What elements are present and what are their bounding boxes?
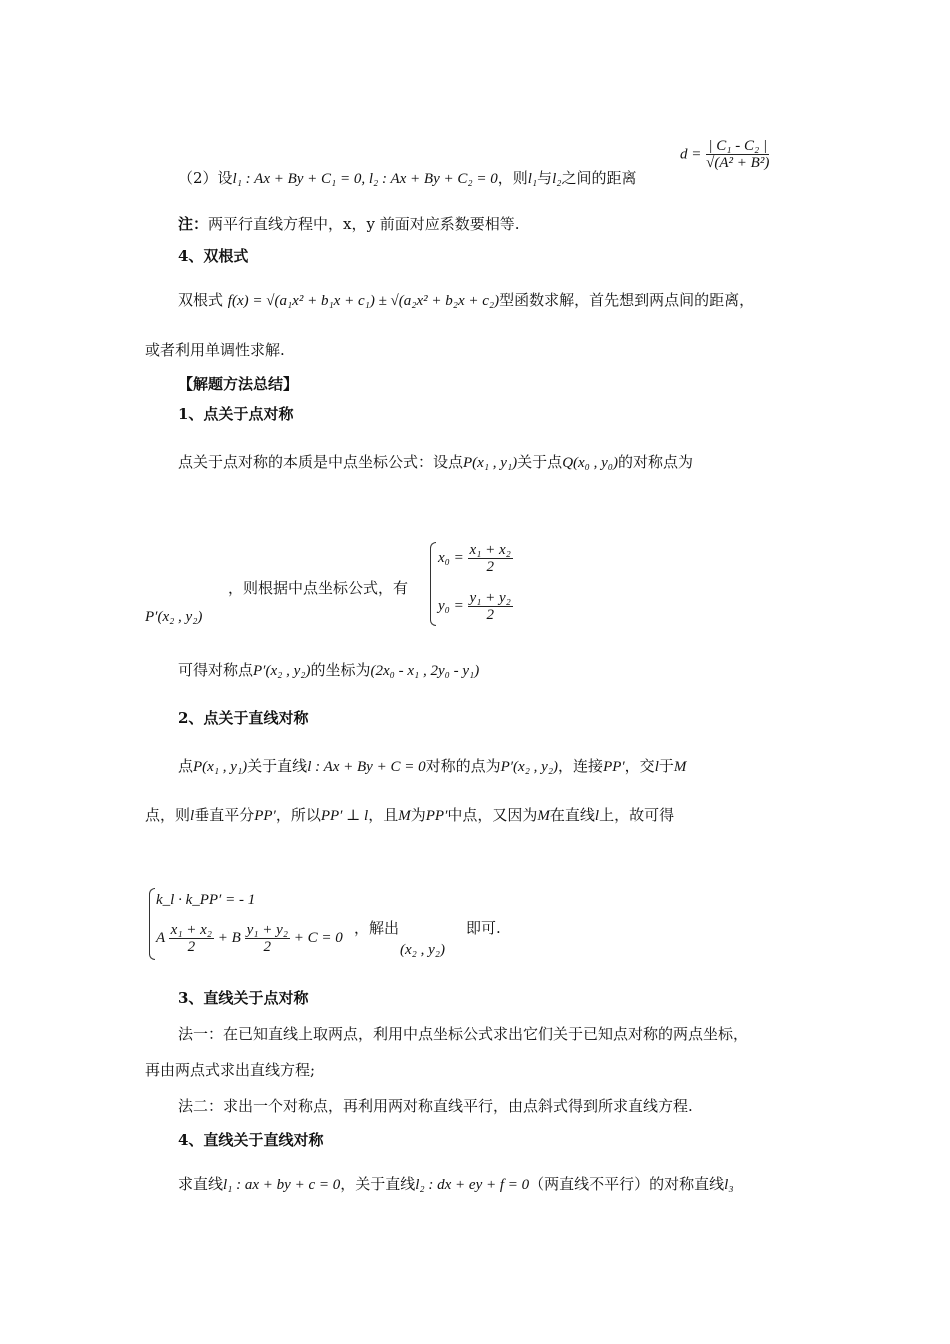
line-l-equation: l : Ax + By + C = 0 bbox=[307, 759, 426, 775]
point-p-prime bbox=[145, 606, 202, 627]
point-q: Q(x₀ , y₀) bbox=[562, 455, 619, 471]
point-m: M bbox=[673, 759, 687, 775]
numerator: x₁ + x₂ bbox=[469, 542, 511, 558]
denominator: 2 bbox=[486, 559, 494, 575]
point-m: M bbox=[537, 808, 550, 824]
denominator: 2 bbox=[263, 939, 272, 955]
text: 可得对称点 bbox=[178, 661, 254, 679]
p-prime: P′(x₂ , y₂) bbox=[500, 759, 559, 775]
point-line-para-1 bbox=[178, 756, 686, 777]
numerator: y₁ + y₂ bbox=[469, 590, 511, 606]
segment-pp: PP′ bbox=[254, 808, 276, 824]
text: 双根式 bbox=[178, 291, 224, 309]
text: （两直线不平行）的对称直线 bbox=[529, 1175, 725, 1193]
l1-symbol: l₁ bbox=[527, 171, 538, 187]
x0-fraction bbox=[468, 542, 513, 575]
perpendicular-relation: PP′ ⊥ l bbox=[320, 808, 369, 824]
text: 之间的距离 bbox=[561, 169, 637, 187]
text: 中点，又因为 bbox=[447, 806, 538, 824]
system-brace bbox=[149, 888, 155, 960]
coef-a: A bbox=[156, 929, 165, 946]
distance-formula bbox=[680, 138, 769, 171]
note-text: 两平行直线方程中，x，y 前面对应系数要相等. bbox=[208, 215, 520, 233]
slope-equation: k_l · k_PP′ = - 1 bbox=[156, 892, 256, 908]
text: 型函数求解，首先想到两点间的距离， bbox=[499, 291, 755, 309]
numerator: x₁ + x₂ bbox=[170, 922, 213, 938]
y-fraction bbox=[245, 922, 290, 955]
text: 对称的点为 bbox=[425, 757, 501, 775]
method-two: 法二：求出一个对称点，再利用两对称直线平行，由点斜式得到所求直线方程. bbox=[178, 1097, 693, 1115]
point-m: M bbox=[398, 808, 411, 824]
point-line-para-2 bbox=[145, 805, 674, 826]
point-p: P(x₁ , y₁) bbox=[193, 759, 248, 775]
heading-point-line: 2、点关于直线对称 bbox=[178, 709, 309, 727]
distance-line bbox=[178, 168, 637, 189]
text: ，连接 bbox=[558, 757, 604, 775]
text: 求直线 bbox=[178, 1175, 224, 1193]
note-label: 注： bbox=[178, 215, 209, 233]
text: 的对称点为 bbox=[618, 453, 694, 471]
system-brace bbox=[430, 542, 436, 626]
text: 点，则 bbox=[145, 806, 191, 824]
line-l1-equation: l₁ : ax + by + c = 0 bbox=[223, 1177, 341, 1193]
heading-line-point: 3、直线关于点对称 bbox=[178, 989, 309, 1007]
dual-root-formula: f(x) = √(a₁x² + b₁x + c₁) ± √(a₂x² + b₂x + c₂) bbox=[227, 293, 500, 309]
summary-heading: 【解题方法总结】 bbox=[178, 375, 299, 393]
midpoint-line bbox=[178, 452, 693, 473]
denominator: 2 bbox=[187, 939, 196, 955]
l2-symbol: l₂ bbox=[552, 171, 562, 187]
heading-line-line: 4、直线关于直线对称 bbox=[178, 1131, 324, 1149]
method-one-b: 再由两点式求出直线方程; bbox=[145, 1061, 316, 1079]
dual-root-cont: 或者利用单调性求解. bbox=[145, 341, 285, 359]
text: ，所以 bbox=[275, 806, 321, 824]
x0-equation bbox=[438, 542, 513, 575]
equation-tail: + C = 0 bbox=[293, 929, 343, 946]
coef-b: + B bbox=[217, 929, 241, 946]
text: 于 bbox=[658, 757, 674, 775]
done-text: 即可. bbox=[466, 919, 501, 937]
x-fraction bbox=[169, 922, 214, 955]
line-l: l bbox=[654, 759, 659, 775]
d-label: d = bbox=[680, 146, 702, 163]
heading-point-point: 1、点关于点对称 bbox=[178, 405, 294, 423]
midpoint-text: ，则根据中点坐标公式，有 bbox=[228, 579, 409, 597]
method-one-a: 法一：在已知直线上取两点，利用中点坐标公式求出它们关于已知点对称的两点坐标， bbox=[178, 1025, 749, 1043]
numerator: y₁ + y₂ bbox=[246, 922, 288, 938]
text: ，交 bbox=[624, 757, 655, 775]
point-p: P(x₁ , y₁) bbox=[463, 455, 518, 471]
y0-fraction bbox=[468, 590, 513, 623]
text: 点关于点对称的本质是中点坐标公式：设点 bbox=[178, 453, 464, 471]
text: 关于点 bbox=[517, 453, 563, 471]
distance-fraction bbox=[706, 138, 769, 171]
line-line-para bbox=[178, 1174, 734, 1195]
text: 在直线 bbox=[549, 806, 595, 824]
heading-dual-root: 4、双根式 bbox=[178, 247, 249, 265]
segment-pp: PP′ bbox=[603, 759, 625, 775]
text: ，则 bbox=[497, 169, 528, 187]
x0-label: x₀ = bbox=[438, 549, 464, 566]
text: 为 bbox=[410, 806, 426, 824]
text: 上，故可得 bbox=[599, 806, 675, 824]
fraction-denominator: √(A² + B²) bbox=[706, 155, 770, 171]
text: 点 bbox=[178, 757, 194, 775]
p-prime: P′(x₂ , y₂) bbox=[253, 663, 311, 679]
line-l: l bbox=[190, 808, 195, 824]
text: ，关于直线 bbox=[340, 1175, 416, 1193]
dual-root-line bbox=[178, 290, 754, 311]
midpoint-on-line-equation bbox=[156, 922, 343, 955]
line-l2-equation: l₂ : dx + ey + f = 0 bbox=[415, 1177, 530, 1193]
line-l3-symbol: l₃ bbox=[724, 1177, 734, 1193]
solve-target: (x₂ , y₂) bbox=[400, 942, 445, 958]
text: 关于直线 bbox=[247, 757, 308, 775]
y0-equation bbox=[438, 590, 513, 623]
line-l: l bbox=[594, 808, 600, 824]
text: 的坐标为 bbox=[310, 661, 371, 679]
note-line bbox=[178, 214, 520, 234]
parallel-lines-equation: l₁ : Ax + By + C₁ = 0, l₂ : Ax + By + C₂ = 0 bbox=[232, 171, 498, 187]
solve-text: ，解出 bbox=[354, 919, 400, 937]
text: （2）设 bbox=[178, 169, 233, 187]
segment-pp: PP′ bbox=[425, 808, 448, 824]
text: 与 bbox=[537, 169, 553, 187]
fraction-numerator: | C₁ - C₂ | bbox=[706, 138, 769, 155]
coord-result: (2x₀ - x₁ , 2y₀ - y₁) bbox=[370, 663, 480, 679]
p-prime: P′(x₂ , y₂) bbox=[145, 609, 203, 625]
symmetric-point-line bbox=[178, 660, 479, 681]
y0-label: y₀ = bbox=[438, 597, 464, 614]
text: 垂直平分 bbox=[194, 806, 255, 824]
text: ，且 bbox=[368, 806, 399, 824]
denominator: 2 bbox=[486, 607, 494, 623]
